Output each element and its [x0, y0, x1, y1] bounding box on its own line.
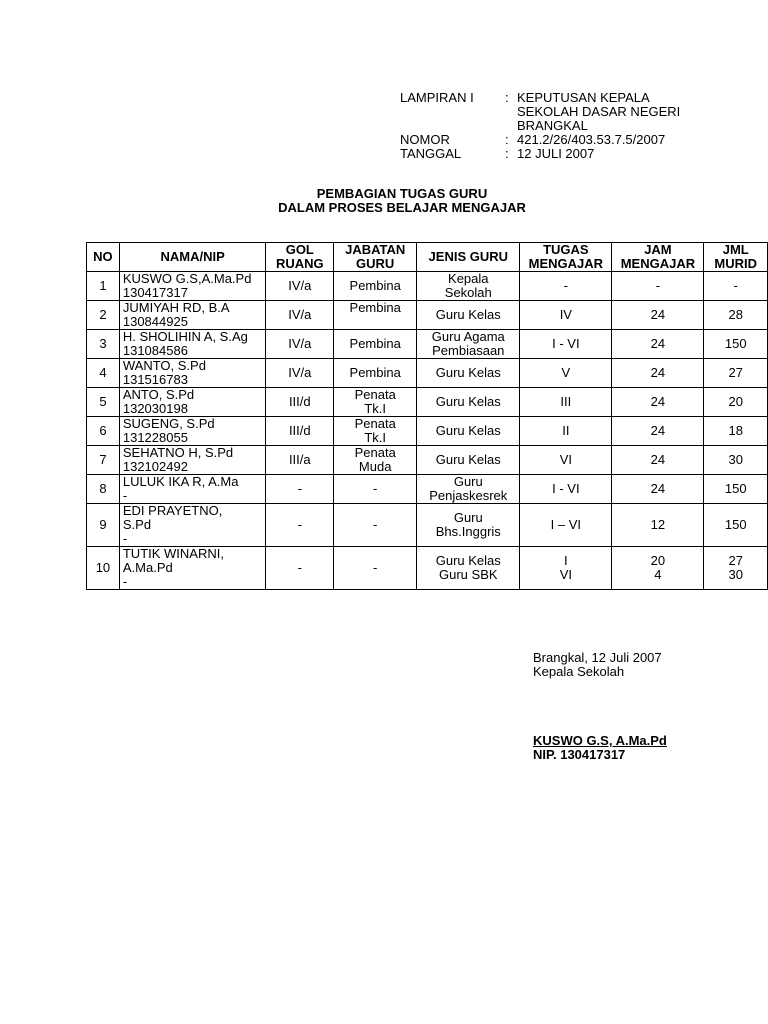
- cell-jenis-guru: [417, 272, 520, 301]
- signer-role: Kepala Sekolah: [533, 664, 625, 679]
- cell-jam: [612, 272, 704, 301]
- cell-line: Pembina: [349, 300, 401, 315]
- cell-murid: [704, 547, 768, 590]
- cell-line: I - VI: [552, 481, 580, 496]
- cell-gol: [266, 547, 334, 590]
- cell-gol: [266, 504, 334, 547]
- cell-line: 131516783: [122, 372, 188, 387]
- cell-line: Guru Kelas: [435, 452, 501, 467]
- lampiran-row: [400, 91, 707, 133]
- cell-murid: [704, 301, 768, 330]
- header-label: GOL: [285, 242, 314, 257]
- nomor-label: NOMOR: [400, 132, 450, 147]
- cell-line: 18: [728, 423, 743, 438]
- cell-no: 8: [87, 475, 120, 504]
- cell-line: Tk.I: [364, 430, 387, 445]
- cell-line: Kepala: [448, 271, 489, 286]
- lampiran-line: BRANGKAL: [517, 118, 588, 133]
- cell-no: 3: [87, 330, 120, 359]
- cell-jam: [612, 504, 704, 547]
- cell-tugas: [520, 272, 612, 301]
- lampiran-line: KEPUTUSAN KEPALA: [517, 90, 650, 105]
- header-label: JABATAN: [345, 242, 406, 257]
- cell-murid: [704, 475, 768, 504]
- cell-line: Pembina: [349, 365, 401, 380]
- cell-line: Guru Kelas: [435, 365, 501, 380]
- nomor-row: [400, 133, 707, 147]
- header-col-nama-nip: [119, 243, 266, 272]
- cell-line: III: [560, 394, 572, 409]
- cell-line: Guru Agama: [431, 329, 505, 344]
- cell-line: LULUK IKA R, A.Ma: [122, 474, 239, 489]
- cell-jenis-guru: [417, 359, 520, 388]
- cell-tugas: [520, 388, 612, 417]
- cell-jam: [612, 388, 704, 417]
- cell-nama-nip: [119, 446, 266, 475]
- cell-jenis-guru: [417, 301, 520, 330]
- cell-line: 24: [650, 336, 666, 351]
- cell-no: 10: [87, 547, 120, 590]
- header-label: MENGAJAR: [528, 256, 604, 271]
- cell-no: 6: [87, 417, 120, 446]
- cell-jam: [612, 301, 704, 330]
- cell-jabatan: [334, 272, 417, 301]
- tanggal-row: [400, 147, 707, 161]
- table-row: [87, 330, 768, 359]
- cell-line: Penata: [354, 445, 396, 460]
- cell-tugas: [520, 359, 612, 388]
- header-col-tugas-mengajar: [520, 243, 612, 272]
- cell-line: -: [563, 278, 568, 293]
- cell-line: Pembina: [349, 336, 401, 351]
- cell-jenis-guru: [417, 330, 520, 359]
- cell-jenis-guru: [417, 417, 520, 446]
- cell-nama-nip: [119, 388, 266, 417]
- cell-line: 28: [728, 307, 743, 322]
- cell-line: Guru Kelas: [435, 553, 501, 568]
- header-col-jml-murid: [704, 243, 768, 272]
- table-row: [87, 359, 768, 388]
- cell-line: I - VI: [552, 336, 580, 351]
- cell-line: VI: [559, 452, 572, 467]
- cell-line: I – VI: [550, 517, 582, 532]
- cell-nama-nip: [119, 504, 266, 547]
- cell-line: JUMIYAH RD, B.A: [122, 300, 230, 315]
- cell-jabatan: [334, 301, 417, 330]
- cell-line: H. SHOLIHIN A, S.Ag: [122, 329, 248, 344]
- cell-line: Guru: [453, 510, 483, 525]
- cell-tugas: [520, 446, 612, 475]
- cell-line: 130417317: [122, 285, 188, 300]
- cell-jabatan: [334, 417, 417, 446]
- cell-line: Guru Kelas: [435, 423, 501, 438]
- cell-line: 12: [650, 517, 666, 532]
- cell-no: 4: [87, 359, 120, 388]
- table-body: [87, 272, 768, 590]
- cell-line: S.Pd: [122, 517, 152, 532]
- cell-line: IV/a: [288, 307, 312, 322]
- header-label: NO: [93, 249, 113, 264]
- cell-line: 27: [728, 553, 743, 568]
- cell-line: Bhs.Inggris: [435, 524, 501, 539]
- cell-jabatan: [334, 504, 417, 547]
- document-title: [0, 187, 768, 215]
- cell-murid: [704, 417, 768, 446]
- table-row: [87, 272, 768, 301]
- colon: :: [505, 132, 509, 147]
- signer-name: KUSWO G.S, A.Ma.Pd: [533, 733, 667, 748]
- cell-line: TUTIK WINARNI,: [122, 546, 224, 561]
- header-label: JML: [722, 242, 749, 257]
- cell-line: -: [297, 481, 302, 496]
- cell-line: 132030198: [122, 401, 188, 416]
- cell-line: Pembina: [349, 278, 401, 293]
- cell-jam: [612, 547, 704, 590]
- cell-line: 24: [650, 452, 666, 467]
- cell-line: 24: [650, 307, 666, 322]
- header-label: GURU: [356, 256, 395, 271]
- cell-line: 130844925: [122, 314, 188, 329]
- title-line-1: PEMBAGIAN TUGAS GURU: [316, 186, 488, 201]
- cell-line: Guru SBK: [439, 567, 498, 582]
- cell-gol: [266, 272, 334, 301]
- cell-murid: [704, 504, 768, 547]
- cell-line: -: [122, 488, 128, 503]
- cell-tugas: [520, 475, 612, 504]
- cell-line: WANTO, S.Pd: [122, 358, 206, 373]
- cell-line: Guru: [453, 474, 483, 489]
- colon: :: [505, 146, 509, 161]
- signer-nip: NIP. 130417317: [533, 747, 626, 762]
- signer-block: [533, 734, 667, 762]
- header-label: MURID: [714, 256, 758, 271]
- cell-no: 9: [87, 504, 120, 547]
- cell-line: 131228055: [122, 430, 188, 445]
- cell-gol: [266, 475, 334, 504]
- cell-line: ANTO, S.Pd: [122, 387, 195, 402]
- cell-line: Pembiasaan: [432, 343, 505, 358]
- header-col-jabatan-guru: [334, 243, 417, 272]
- cell-no: 2: [87, 301, 120, 330]
- cell-tugas: [520, 301, 612, 330]
- lampiran-value: [517, 91, 707, 133]
- cell-jenis-guru: [417, 547, 520, 590]
- cell-jenis-guru: [417, 388, 520, 417]
- cell-murid: [704, 330, 768, 359]
- header-col-gol-ruang: [266, 243, 334, 272]
- cell-line: 131084586: [122, 343, 188, 358]
- cell-jenis-guru: [417, 504, 520, 547]
- cell-line: 24: [650, 423, 666, 438]
- cell-no: 1: [87, 272, 120, 301]
- cell-gol: [266, 446, 334, 475]
- cell-line: 30: [728, 567, 743, 582]
- header-label: NAMA/NIP: [160, 249, 225, 264]
- cell-gol: [266, 388, 334, 417]
- lampiran-line: SEKOLAH DASAR NEGERI: [517, 104, 681, 119]
- cell-line: 27: [728, 365, 743, 380]
- cell-line: 24: [650, 365, 666, 380]
- cell-murid: [704, 272, 768, 301]
- cell-line: SUGENG, S.Pd: [122, 416, 215, 431]
- cell-line: Tk.I: [364, 401, 387, 416]
- cell-line: KUSWO G.S,A.Ma.Pd: [122, 271, 252, 286]
- cell-jenis-guru: [417, 475, 520, 504]
- header-col-jam-mengajar: [612, 243, 704, 272]
- cell-nama-nip: [119, 301, 266, 330]
- colon: :: [505, 90, 509, 105]
- cell-line: II: [562, 423, 570, 438]
- table-row: [87, 301, 768, 330]
- place-date: Brangkal, 12 Juli 2007: [533, 650, 662, 665]
- cell-line: Penata: [354, 387, 396, 402]
- table-row: [87, 446, 768, 475]
- cell-line: -: [373, 560, 378, 575]
- cell-line: 132102492: [122, 459, 188, 474]
- title-line-2: DALAM PROSES BELAJAR MENGAJAR: [278, 200, 526, 215]
- cell-no: 7: [87, 446, 120, 475]
- cell-line: -: [373, 481, 378, 496]
- cell-line: 150: [724, 481, 747, 496]
- cell-line: 150: [724, 336, 747, 351]
- cell-gol: [266, 417, 334, 446]
- cell-line: IV/a: [288, 365, 312, 380]
- table-row: [87, 388, 768, 417]
- cell-line: -: [733, 278, 738, 293]
- cell-line: IV/a: [288, 278, 312, 293]
- cell-no: 5: [87, 388, 120, 417]
- cell-jam: [612, 359, 704, 388]
- cell-jam: [612, 417, 704, 446]
- cell-jabatan: [334, 359, 417, 388]
- cell-line: 150: [724, 517, 747, 532]
- cell-line: III/d: [288, 394, 311, 409]
- table-row: [87, 504, 768, 547]
- nomor-value: 421.2/26/403.53.7.5/2007: [517, 132, 666, 147]
- cell-nama-nip: [119, 330, 266, 359]
- header-label: JAM: [644, 242, 672, 257]
- cell-gol: [266, 359, 334, 388]
- table-row: [87, 475, 768, 504]
- lampiran-label: LAMPIRAN I: [400, 90, 474, 105]
- cell-jabatan: [334, 330, 417, 359]
- cell-line: IV: [559, 307, 572, 322]
- document-header: [400, 91, 707, 161]
- cell-tugas: [520, 547, 612, 590]
- cell-jabatan: [334, 547, 417, 590]
- cell-line: 4: [654, 567, 662, 582]
- cell-line: III/d: [288, 423, 311, 438]
- cell-line: SEHATNO H, S.Pd: [122, 445, 234, 460]
- cell-line: IV/a: [288, 336, 312, 351]
- table-header-row: [87, 243, 768, 272]
- cell-tugas: [520, 330, 612, 359]
- cell-line: -: [373, 517, 378, 532]
- cell-line: -: [297, 560, 302, 575]
- cell-line: III/a: [288, 452, 311, 467]
- cell-line: -: [122, 574, 128, 589]
- cell-gol: [266, 330, 334, 359]
- cell-line: V: [561, 365, 571, 380]
- cell-jabatan: [334, 446, 417, 475]
- tanggal-label: TANGGAL: [400, 146, 462, 161]
- cell-line: 24: [650, 394, 666, 409]
- cell-nama-nip: [119, 475, 266, 504]
- header-label: MENGAJAR: [620, 256, 696, 271]
- cell-murid: [704, 359, 768, 388]
- cell-tugas: [520, 504, 612, 547]
- cell-line: Sekolah: [444, 285, 492, 300]
- cell-line: Guru Kelas: [435, 307, 501, 322]
- cell-line: 30: [728, 452, 743, 467]
- cell-line: 24: [650, 481, 666, 496]
- cell-jam: [612, 330, 704, 359]
- cell-line: A.Ma.Pd: [122, 560, 173, 575]
- cell-line: Muda: [358, 459, 392, 474]
- cell-line: -: [122, 531, 128, 546]
- cell-nama-nip: [119, 359, 266, 388]
- table-row: [87, 547, 768, 590]
- cell-tugas: [520, 417, 612, 446]
- header-label: JENIS GURU: [428, 249, 509, 264]
- cell-line: 20: [728, 394, 743, 409]
- table-row: [87, 417, 768, 446]
- cell-jabatan: [334, 388, 417, 417]
- tanggal-value: 12 JULI 2007: [517, 146, 595, 161]
- cell-line: Guru Kelas: [435, 394, 501, 409]
- cell-murid: [704, 388, 768, 417]
- cell-line: VI: [559, 567, 572, 582]
- cell-gol: [266, 301, 334, 330]
- header-col-jenis-guru: [417, 243, 520, 272]
- cell-line: 20: [650, 553, 666, 568]
- cell-nama-nip: [119, 272, 266, 301]
- cell-line: I: [564, 553, 568, 568]
- cell-nama-nip: [119, 417, 266, 446]
- header-label: TUGAS: [543, 242, 589, 257]
- cell-line: -: [297, 517, 302, 532]
- cell-jenis-guru: [417, 446, 520, 475]
- cell-line: Penjaskesrek: [429, 488, 508, 503]
- cell-jam: [612, 475, 704, 504]
- cell-line: Penata: [354, 416, 396, 431]
- cell-line: EDI PRAYETNO,: [122, 503, 223, 518]
- cell-line: [337, 315, 413, 329]
- header-label: RUANG: [275, 256, 324, 271]
- cell-nama-nip: [119, 547, 266, 590]
- cell-jabatan: [334, 475, 417, 504]
- signature-block: [533, 651, 662, 679]
- cell-murid: [704, 446, 768, 475]
- teacher-assignment-table: [86, 242, 768, 590]
- cell-jam: [612, 446, 704, 475]
- header-col-no: [87, 243, 120, 272]
- cell-line: -: [655, 278, 661, 293]
